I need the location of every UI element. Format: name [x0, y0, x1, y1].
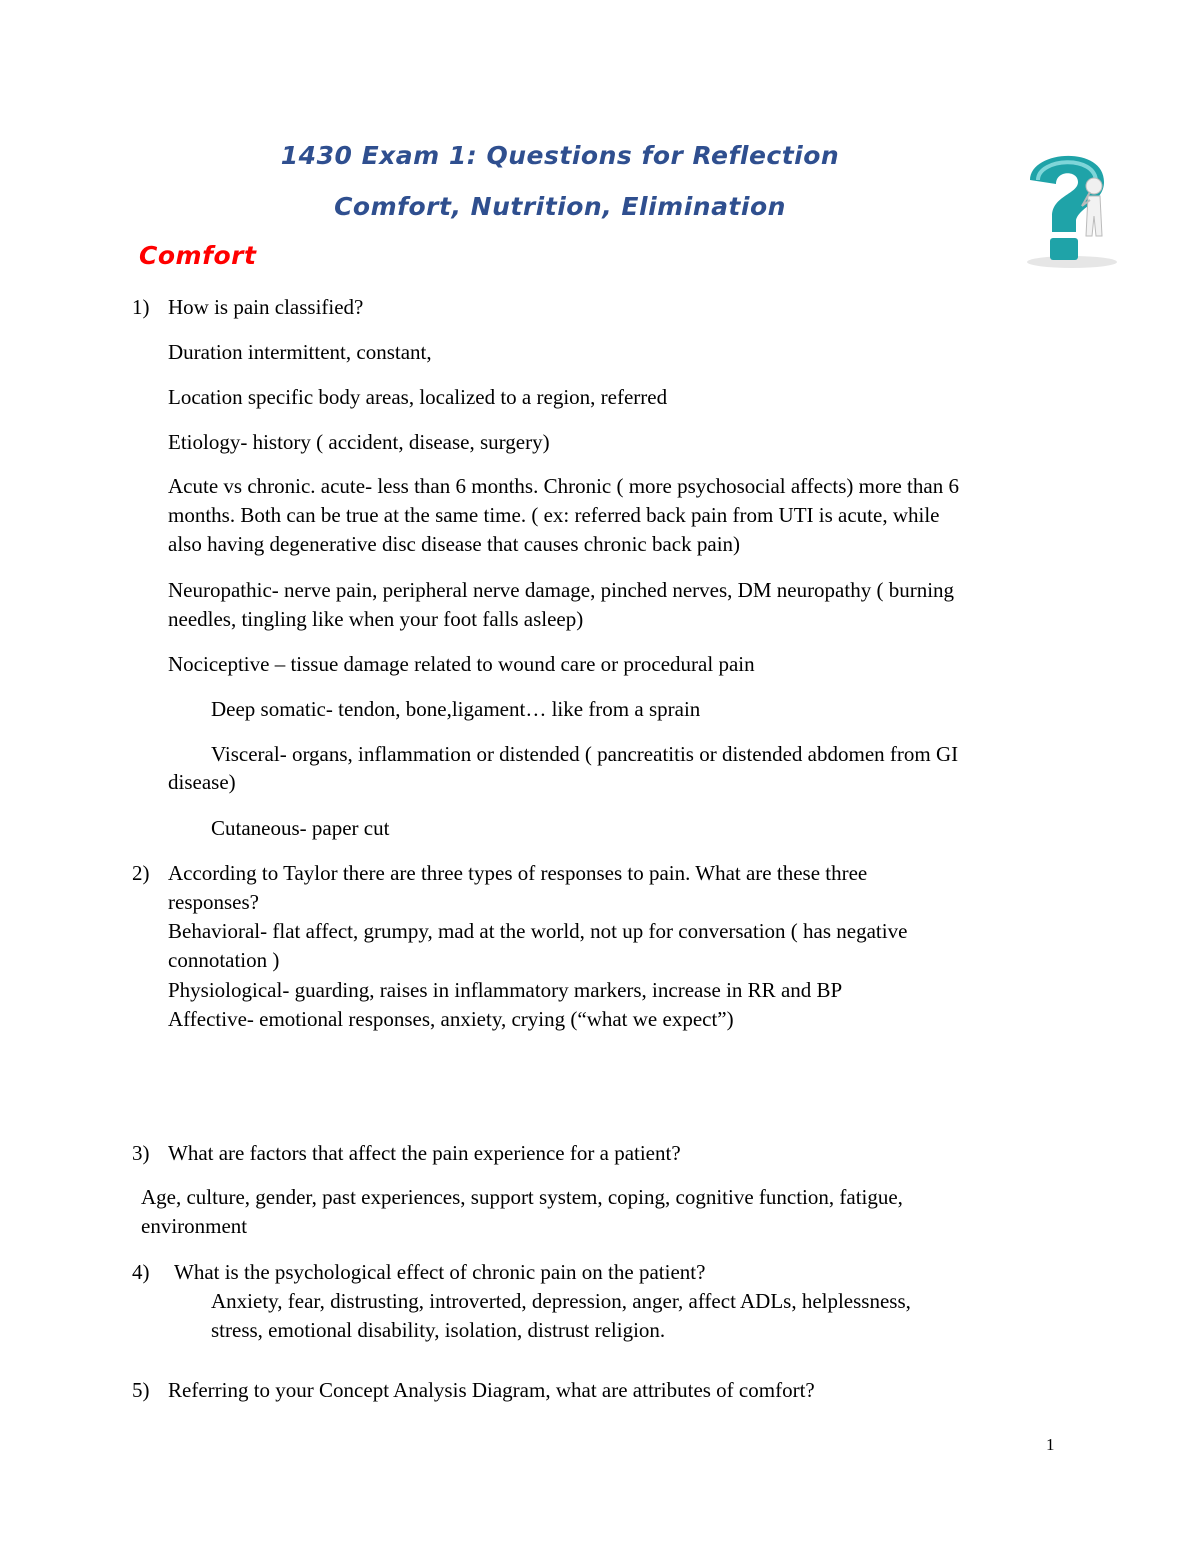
page-number: 1 — [1046, 1435, 1055, 1454]
answer-line: stress, emotional disability, isolation, distrust religion. — [211, 1318, 666, 1342]
question-number: 5) — [132, 1378, 150, 1402]
answer-line: disease) — [168, 770, 236, 794]
answer-line: Behavioral- flat affect, grumpy, mad at the world, not up for conversation ( has negative — [168, 919, 908, 943]
answer-line: Acute vs chronic. acute- less than 6 months. Chronic ( more psychosocial affects) more than 6 — [168, 474, 959, 498]
question-text: According to Taylor there are three types of responses to pain. What are these three — [168, 861, 868, 885]
answer-line: Age, culture, gender, past experiences, support system, coping, cognitive function, fatigue, — [141, 1185, 903, 1209]
answer-line: Physiological- guarding, raises in inflammatory markers, increase in RR and BP — [168, 978, 843, 1002]
answer-line: Deep somatic- tendon, bone,ligament… like from a sprain — [211, 697, 701, 721]
answer-line: Anxiety, fear, distrusting, introverted, depression, anger, affect ADLs, helplessness, — [211, 1289, 911, 1313]
answer-line: Cutaneous- paper cut — [211, 816, 390, 840]
question-number: 1) — [132, 295, 150, 319]
page-title: 1430 Exam 1: Questions for Reflection — [280, 141, 840, 170]
question-number: 2) — [132, 861, 150, 885]
question-number: 3) — [132, 1141, 150, 1165]
answer-line: Affective- emotional responses, anxiety, crying (“what we expect”) — [168, 1007, 734, 1031]
answer-line: also having degenerative disc disease that causes chronic back pain) — [168, 532, 741, 556]
answer-line: Duration intermittent, constant, — [168, 340, 432, 364]
answer-line: Etiology- history ( accident, disease, surgery) — [168, 430, 550, 454]
answer-line: connotation ) — [168, 948, 280, 972]
answer-line: Nociceptive – tissue damage related to wound care or procedural pain — [168, 652, 755, 676]
answer-line: needles, tingling like when your foot falls asleep) — [168, 607, 584, 631]
answer-line: Location specific body areas, localized to a region, referred — [168, 385, 668, 409]
answer-line: months. Both can be true at the same time. ( ex: referred back pain from UTI is acute, while — [168, 503, 940, 527]
question-text: What is the psychological effect of chronic pain on the patient? — [174, 1260, 706, 1284]
question-text: Referring to your Concept Analysis Diagram, what are attributes of comfort? — [168, 1378, 815, 1402]
page-subtitle: Comfort, Nutrition, Elimination — [334, 192, 786, 221]
question-text: How is pain classified? — [168, 295, 364, 319]
answer-line: Neuropathic- nerve pain, peripheral nerve damage, pinched nerves, DM neuropathy ( burning — [168, 578, 955, 602]
question-number: 4) — [132, 1260, 150, 1284]
question-text: What are factors that affect the pain experience for a patient? — [168, 1141, 681, 1165]
answer-line: Visceral- organs, inflammation or distended ( pancreatitis or distended abdomen from GI — [211, 742, 959, 766]
question-text: responses? — [168, 890, 259, 914]
section-heading: Comfort — [139, 241, 257, 270]
answer-line: environment — [141, 1214, 248, 1238]
